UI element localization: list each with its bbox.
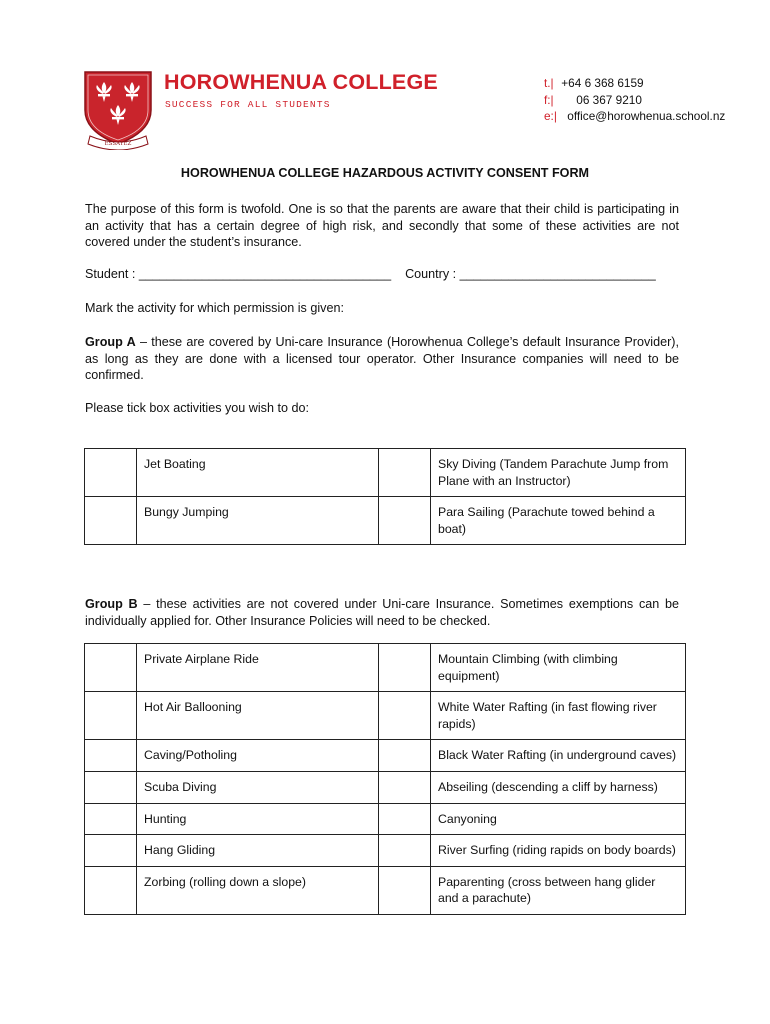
activity-row [85,771,686,803]
activity-row [85,803,686,835]
activity-label: Hot Air Ballooning [137,692,379,740]
activity-row [85,740,686,772]
activity-tick-box[interactable] [85,803,137,835]
activity-row [85,497,686,545]
contact-block [544,75,725,125]
email-row [544,108,725,125]
group-b-label: Group B [85,597,138,611]
activity-tick-box[interactable] [379,835,431,867]
purpose-paragraph: The purpose of this form is twofold. One is so that the parents are aware that their child is participating in an activity that has a certain degree of high risk, and secondly that some of these activities are not covered under the student’s insurance. [85,202,679,250]
group-b-paragraph [85,596,679,629]
activity-tick-box[interactable] [379,771,431,803]
activity-row [85,866,686,914]
activity-label: Scuba Diving [137,771,379,803]
activity-label: Caving/Potholing [137,740,379,772]
group-a-table [84,448,686,545]
activity-tick-box[interactable] [379,866,431,914]
country-label: Country : [405,267,460,281]
email-address: office@horowhenua.school.nz [567,109,726,123]
tick-instruction: Please tick box activities you wish to do: [85,401,309,415]
student-name-field[interactable]: ____________________________________ [138,267,392,281]
activity-row [85,449,686,497]
activity-label: Abseiling (descending a cliff by harness) [431,771,686,803]
activity-label: Sky Diving (Tandem Parachute Jump from Plane with an Instructor) [431,449,686,497]
activity-label: Zorbing (rolling down a slope) [137,866,379,914]
school-name: HOROWHENUA COLLEGE [164,70,438,94]
activity-label: Para Sailing (Parachute towed behind a boat) [431,497,686,545]
school-crest-logo [82,70,154,150]
group-b-description: – these activities are not covered under Uni-care Insurance. Sometimes exemptions can be individually applied for. Other Insurance Policies will need to be checked. [85,597,679,628]
activity-tick-box[interactable] [379,497,431,545]
group-b-table [84,643,686,915]
activity-label: Bungy Jumping [137,497,379,545]
student-country-row [85,267,656,281]
group-a-paragraph [85,334,679,384]
group-a-label: Group A [85,335,136,349]
activity-tick-box[interactable] [85,449,137,497]
activity-label: Hang Gliding [137,835,379,867]
phone-number: +64 6 368 6159 [561,76,644,90]
phone-row [544,75,725,92]
activity-label: Hunting [137,803,379,835]
activity-label: Mountain Climbing (with climbing equipment) [431,644,686,692]
activity-row [85,835,686,867]
phone-label: t.| [544,76,554,90]
activity-tick-box[interactable] [85,771,137,803]
group-b-table-body [85,644,686,915]
fax-number: 06 367 9210 [576,92,642,107]
activity-tick-box[interactable] [85,644,137,692]
activity-row [85,644,686,692]
activity-label: River Surfing (riding rapids on body boards) [431,835,686,867]
school-motto: SUCCESS FOR ALL STUDENTS [165,99,331,110]
activity-tick-box[interactable] [85,866,137,914]
activity-tick-box[interactable] [379,644,431,692]
activity-tick-box[interactable] [379,449,431,497]
country-field[interactable]: ____________________________ [459,267,656,281]
mark-instruction: Mark the activity for which permission is given: [85,301,344,315]
activity-label: White Water Rafting (in fast flowing river rapids) [431,692,686,740]
activity-tick-box[interactable] [379,803,431,835]
activity-tick-box[interactable] [85,835,137,867]
activity-tick-box[interactable] [85,692,137,740]
student-label: Student : [85,267,139,281]
activity-tick-box[interactable] [85,740,137,772]
svg-text:ESSAYEZ: ESSAYEZ [104,141,132,147]
fax-label: f:| [544,92,554,107]
activity-label: Jet Boating [137,449,379,497]
activity-tick-box[interactable] [85,497,137,545]
group-a-table-body [85,449,686,545]
activity-label: Canyoning [431,803,686,835]
email-label: e:| [544,109,557,123]
activity-tick-box[interactable] [379,740,431,772]
form-title: HOROWHENUA COLLEGE HAZARDOUS ACTIVITY CONSENT FORM [180,166,590,180]
fax-row [544,92,725,109]
activity-label: Paparenting (cross between hang glider and a parachute) [431,866,686,914]
activity-row [85,692,686,740]
activity-tick-box[interactable] [379,692,431,740]
activity-label: Private Airplane Ride [137,644,379,692]
group-a-description: – these are covered by Uni-care Insurance (Horowhenua College’s default Insurance Provider), as long as they are done with a licensed tour operator. Other Insurance companies will need to be confirmed. [85,335,679,383]
activity-label: Black Water Rafting (in underground caves) [431,740,686,772]
